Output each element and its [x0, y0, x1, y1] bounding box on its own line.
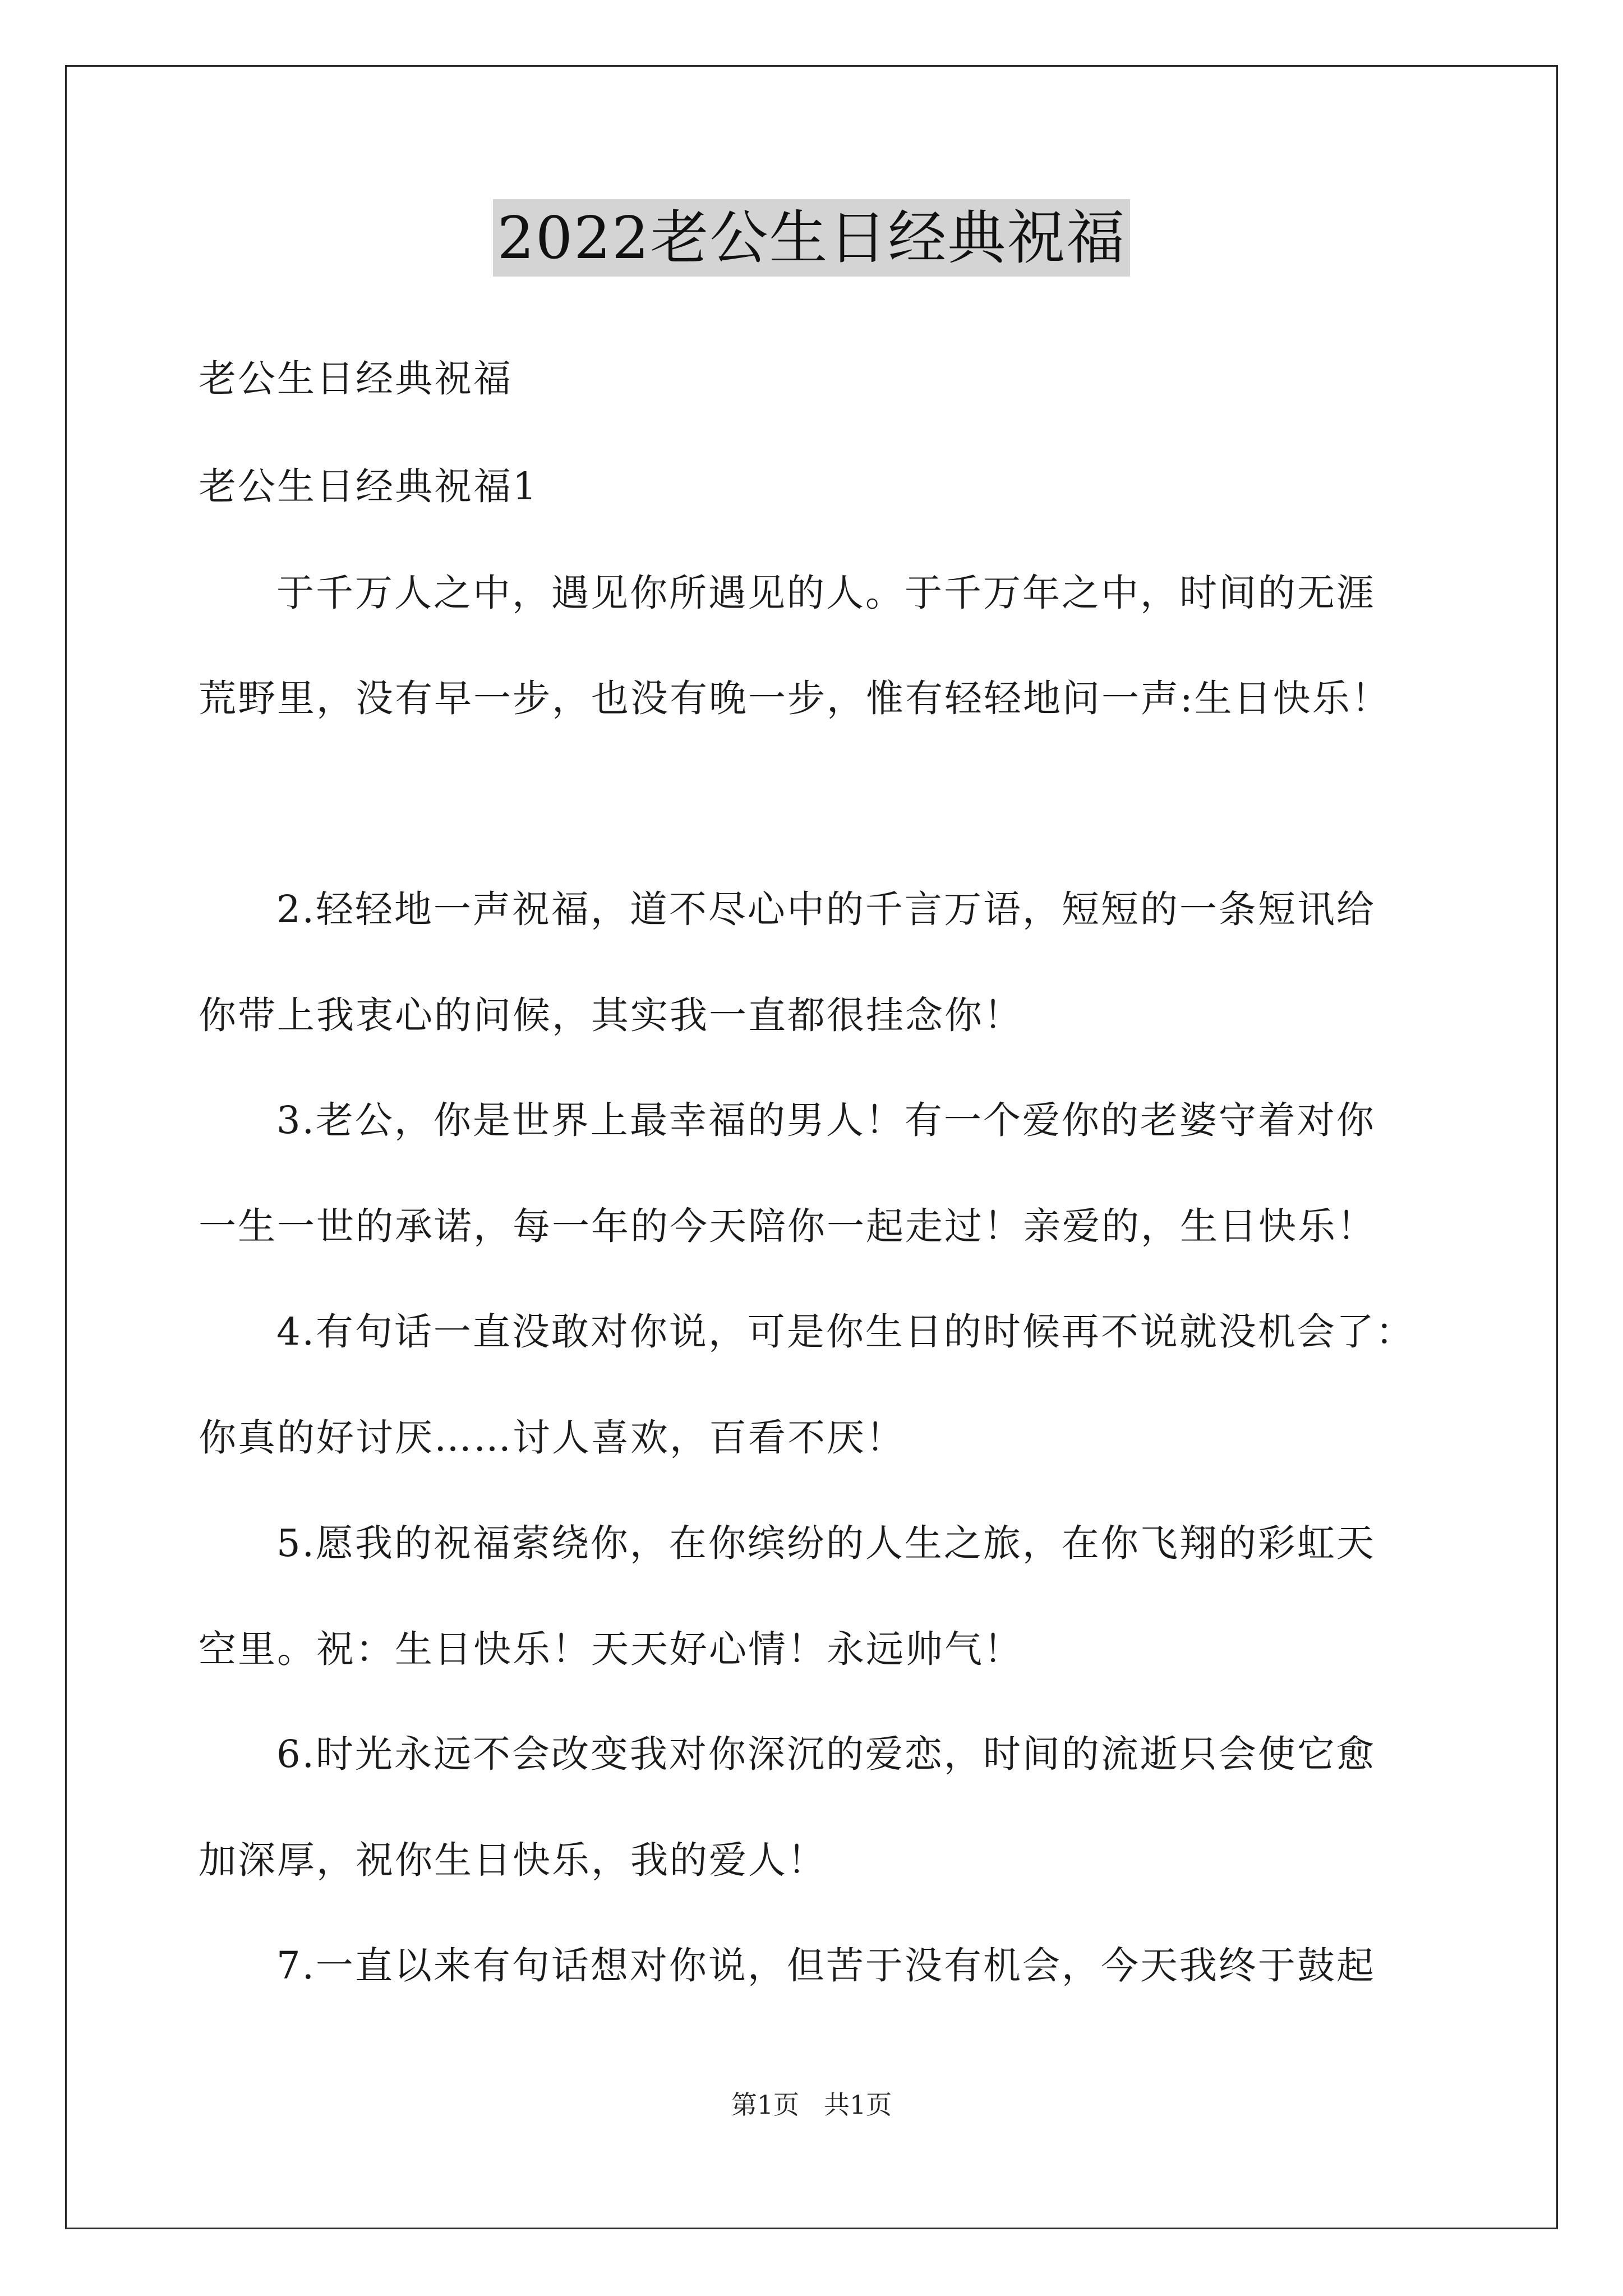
paragraph-2-line-1: 2.轻轻地一声祝福，道不尽心中的千言万语，短短的一条短讯给: [276, 887, 1376, 931]
document-title: 2022老公生日经典祝福: [493, 199, 1131, 277]
paragraph-3-line-1: 3.老公，你是世界上最幸福的男人！有一个爱你的老婆守着对你: [276, 1098, 1376, 1142]
paragraph-3-line-2: 一生一世的承诺，每一年的今天陪你一起走过！亲爱的，生日快乐！: [199, 1204, 1376, 1248]
paragraph-6-line-2: 加深厚，祝你生日快乐，我的爱人！: [199, 1838, 827, 1882]
paragraph-5-line-1: 5.愿我的祝福萦绕你，在你缤纷的人生之旅，在你飞翔的彩虹天: [276, 1521, 1376, 1565]
paragraph-1-line-1: 于千万人之中，遇见你所遇见的人。于千万年之中，时间的无涯: [276, 571, 1376, 615]
subsection-heading: 老公生日经典祝福1: [199, 464, 538, 508]
paragraph-5-line-2: 空里。祝：生日快乐！天天好心情！永远帅气！: [199, 1627, 1023, 1671]
title-container: [0, 199, 1623, 277]
paragraph-2-line-2: 你带上我衷心的问候，其实我一直都很挂念你！: [199, 993, 1023, 1037]
section-heading: 老公生日经典祝福: [199, 357, 513, 401]
page-footer: [0, 2088, 1623, 2122]
paragraph-1-line-2: 荒野里，没有早一步，也没有晚一步，惟有轻轻地问一声:生日快乐！: [199, 677, 1391, 720]
page-total: 共1页: [824, 2090, 892, 2120]
paragraph-4-line-2: 你真的好讨厌……讨人喜欢，百看不厌！: [199, 1416, 905, 1460]
paragraph-4-line-1: 4.有句话一直没敢对你说，可是你生日的时候再不说就没机会了：: [276, 1310, 1415, 1354]
paragraph-7-line-1: 7.一直以来有句话想对你说，但苦于没有机会，今天我终于鼓起: [276, 1944, 1376, 1987]
page-number: 第1页: [731, 2090, 799, 2120]
paragraph-6-line-1: 6.时光永远不会改变我对你深沉的爱恋，时间的流逝只会使它愈: [276, 1732, 1376, 1776]
